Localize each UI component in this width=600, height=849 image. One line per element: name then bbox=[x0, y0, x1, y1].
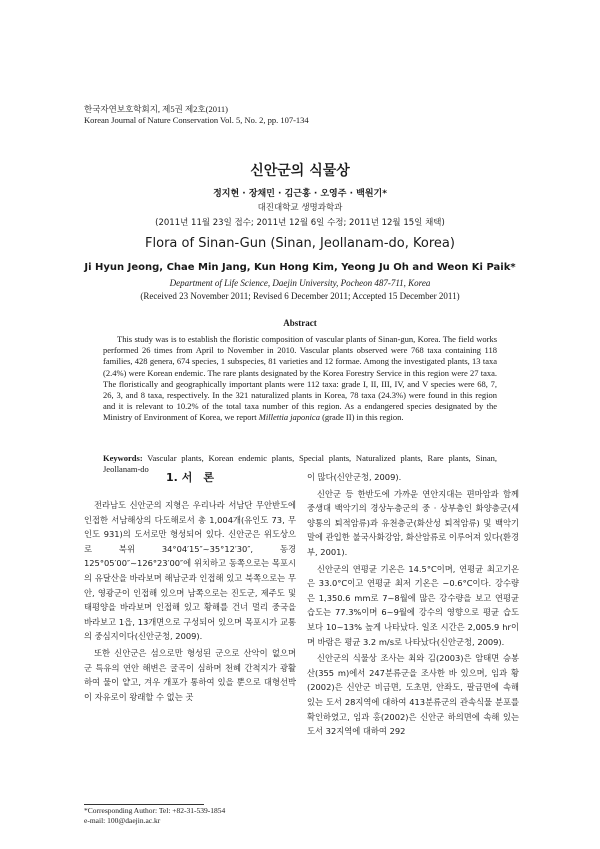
section-heading: 1. 서 론 bbox=[166, 471, 214, 484]
abstract-heading: Abstract bbox=[283, 318, 317, 328]
body-paragraph: 신안군 등 한반도에 가까운 연안지대는 편마암과 함께 중생대 백악기의 경상누층군의 중 · 상부층인 화양층군(세양통의 퇴적암류)과 유천층군(화산성 퇴적암류) 및 백악기 말에 관입한 불국사화강암, 화산암류로 이루어져 있다(환경부, 2001). bbox=[307, 488, 519, 557]
english-affiliation: Department of Life Science, Daejin University, Pocheon 487-711, Korea bbox=[169, 278, 431, 288]
keywords-label: Keywords: bbox=[103, 453, 143, 463]
korean-authors: 정지현 · 장채민 · 김근홍 · 오영주 · 백원기* bbox=[213, 189, 387, 199]
journal-name-korean: 한국자연보호학회지, 제5권 제2호(2011) bbox=[84, 104, 228, 114]
footnote bbox=[84, 806, 225, 826]
footnote-email: e-mail: 100@daejin.ac.kr bbox=[84, 816, 161, 825]
journal-name-english: Korean Journal of Nature Conservation Vol. 5, No. 2, pp. 107-134 bbox=[84, 115, 309, 125]
english-dates: (Received 23 November 2011; Revised 6 December 2011; Accepted 15 December 2011) bbox=[140, 291, 460, 301]
abstract-text-part1: This study was is to establish the floristic composition of vascular plants of Sinan-gun, Korea. The field works performed 26 times from April to November in 2010. Vascular plants observed were 768 taxa containing 118 families, 428 genera, 674 species, 1 subspecies, 81 varieties and 12 formae. Among the investigated plants, 13 taxa (2.4%) were Korean endemic. The rare plants designated by the Korea Forestry Service in this region were 27 taxa. The floristically and geographically important plants were 112 taxa: grade I, II, III, IV, and V species were 68, 7, 26, 3, and 8 taxa, respectively. In the 321 naturalized plants in Korea, 78 taxa (24.3%) were found in this region and it is relevant to 10.2% of the total taxa number of this region. As a endangered species designated by the Ministry of Environment of Korea, we report bbox=[103, 334, 497, 423]
body-paragraph: 신안군의 연평균 기온은 14.5°C이며, 연평균 최고기온은 33.0°C이고 연평균 최저 기온은 −0.6°C이다. 강수량은 1,350.6 mm로 7~8월에 많은 강수량을 보고 연평균습도는 77.3%이며 6~9월에 강수의 영향으로 평균 습도 보다 10~13% 높게 나타났다. 일조 시간은 2,005.9 hr이며 바람은 평균 3.2 m/s로 나타났다(신안군청, 2009). bbox=[307, 563, 519, 647]
english-authors: Ji Hyun Jeong, Chae Min Jang, Kun Hong Kim, Yeong Ju Oh and Weon Ki Paik* bbox=[84, 262, 516, 273]
right-column bbox=[307, 470, 519, 741]
footnote-corresponding-author: *Corresponding Author: Tel: +82-31-539-1854 bbox=[84, 806, 226, 815]
body-paragraph: 신안군의 식물상 조사는 최와 김(2003)은 암태면 승봉산(355 m)에서 247분류군을 조사한 바 있으며, 임과 황(2002)은 신안군 비금면, 도초면, 안좌도, 팔금면에 속해 있는 도서 28지역에 대하여 413분류군의 관속식물 분포를 확인하였고, 임과 홍(2002)은 신안군 하의면에 속해 있는 도서 32지역에 대하여 292 bbox=[307, 653, 519, 737]
korean-affiliation: 대진대학교 생명과학과 bbox=[257, 203, 343, 213]
abstract-body bbox=[103, 334, 497, 424]
abstract-text-part2: (grade II) in this region. bbox=[319, 412, 404, 423]
journal-header bbox=[84, 104, 309, 126]
abstract-species-name: Millettia japonica bbox=[258, 412, 320, 423]
body-paragraph: 이 많다(신안군청, 2009). bbox=[307, 472, 402, 482]
body-paragraph: 전라남도 신안군의 지형은 우리나라 서남단 무안반도에 인접한 서남해상의 다도해로서 총 1,004개(유인도 73, 무인도 931)의 도서로만 형성되어 있다. 신안군은 위도상으로 북위 34°04′15″~35°12′30″, 동경 125°05′00″~126°23′00″에 위치하고 동쪽으로는 목포시의 유달산을 바라보며 해남군과 인접해 있고 북쪽으로는 무안, 영광군이 인접해 있으며 남쪽으로는 진도군, 제주도 및 태평양을 바라보며 인접해 있고 황해를 건너 멀리 중국을 바라보고 1읍, 13개면으로 구성되어 있으며 목포시가 교통의 중심지이다(신안군청, 2009). bbox=[84, 500, 296, 642]
korean-dates: (2011년 11월 23일 접수; 2011년 12월 6일 수정; 2011년 12월 15일 채택) bbox=[155, 218, 445, 228]
english-title: Flora of Sinan-Gun (Sinan, Jeollanam-do, Korea) bbox=[145, 236, 455, 251]
left-column bbox=[84, 470, 296, 706]
body-paragraph: 또한 신안군은 섬으로만 형성된 군으로 산악이 없으며 군 특유의 연안 해변은 굴곡이 심하며 천혜 간척지가 광활하여 물이 얕고, 겨우 개포가 통하여 있을 뿐으로 대형선박이 자유로이 왕래할 수 없는 곳 bbox=[84, 647, 296, 702]
footnote-divider bbox=[84, 804, 204, 805]
korean-title: 신안군의 식물상 bbox=[250, 163, 350, 179]
keywords-text: Vascular plants, Korean endemic plants, Special plants, Naturalized plants, Rare plants, Sinan, Jeollanam-do bbox=[103, 453, 497, 475]
